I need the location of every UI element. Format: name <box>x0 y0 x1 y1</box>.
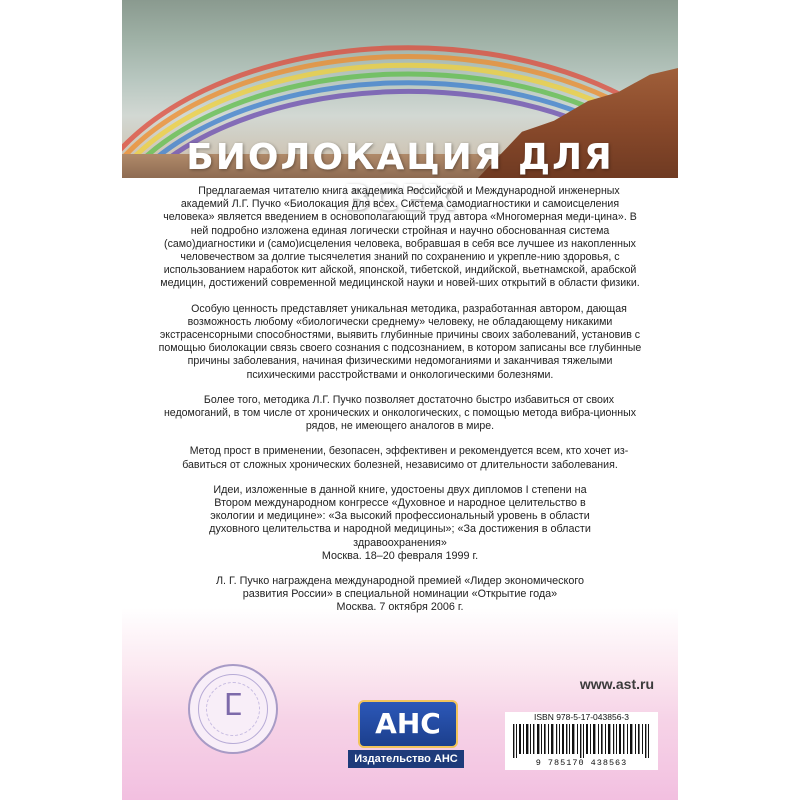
barcode-icon <box>511 724 652 758</box>
awards-line: развития России» в специальной номинации «Открытие года» <box>242 588 558 601</box>
book-title: БИОЛОКАЦИЯ ДЛЯ ВСЕХ <box>186 137 614 219</box>
awards-line: Л. Г. Пучко награждена международной премией «Лидер экономического <box>215 575 585 588</box>
publisher-logo-mark: АНС <box>358 700 458 748</box>
paragraph-1: Предлагаемая читателю книга академика Российской и Международной инженерных академий Л.Г. Пучко «Биолокация для всех. Система самодиагностики и самоисцеления человека» является введением в основополагающий труд автора «Многомерная меди-цина». В ней подробно изложена единая логически стройная и научно обоснованная система (само)диагностики и (само)исцеления человека, вобравшая в себя все лучшее из накопленных человечеством за долгие тысячелетия знаний по сохранению и укрепле-нию здоровья, с использованием наработок кит айской, японской, тибетской, индийской, вьетнамской, арабской медицин, достижений современной медицинской науки и новей-ших открытий в области физики. <box>160 185 640 290</box>
awards-block-2 <box>155 575 645 615</box>
book-back-cover <box>122 0 678 800</box>
awards-line: Москва. 7 октября 2006 г. <box>336 601 464 614</box>
awards-line: Идеи, изложенные в данной книге, удостоены двух дипломов I степени на <box>213 483 587 496</box>
awards-block-1 <box>155 484 645 563</box>
awards-line: экологии и медицине»: «За высокий профессиональный уровень в области <box>210 510 590 523</box>
paragraph-2: Особую ценность представляет уникальная методика, разработанная автором, дающая возможность любому «биологически среднему» человеку, не обладающему никакими экстрасенсорными способностями, выявить глубинные причины своих заболеваний, установив с помощью биолокации связь своего сознания с подсознанием, в котором записаны все глубинные причины заболевания, начиная физическими недомоганиями и заканчивая тяжелыми психическими расстройствами и онкологическими болезнями. <box>158 302 642 381</box>
annotation-text <box>155 185 645 627</box>
mirror-emblem-icon <box>188 664 278 754</box>
paragraph-3: Более того, методика Л.Г. Пучко позволяет достаточно быстро избавиться от своих недомоганий, в том числе от хронических и онкологических, с помощью метода вибра-ционных рядов, не имеющего аналогов в мире. <box>163 393 637 433</box>
barcode-digits: 9 785170 438563 <box>535 758 628 768</box>
publisher-logo <box>348 700 464 774</box>
paragraph-4: Метод прост в применении, безопасен, эффективен и рекомендуется всем, кто хочет из-бавиться от сложных хронических болезней, независимо от длительности заболевания. <box>182 445 629 471</box>
awards-line: духовного целительства и народной медицины»; «За достижения в области <box>209 523 591 536</box>
barcode <box>505 712 658 770</box>
awards-line: Втором международном конгрессе «Духовное и народное целительство в <box>214 497 586 510</box>
publisher-website: www.ast.ru <box>579 676 654 692</box>
isbn-text: ISBN 978-5-17-043856-3 <box>534 712 629 722</box>
awards-line: здравоохранения» <box>353 536 447 549</box>
publisher-caption: Издательство АНС <box>348 750 464 768</box>
emblem-glyph: ⵎ <box>223 688 243 723</box>
awards-line: Москва. 18–20 февраля 1999 г. <box>321 549 479 562</box>
